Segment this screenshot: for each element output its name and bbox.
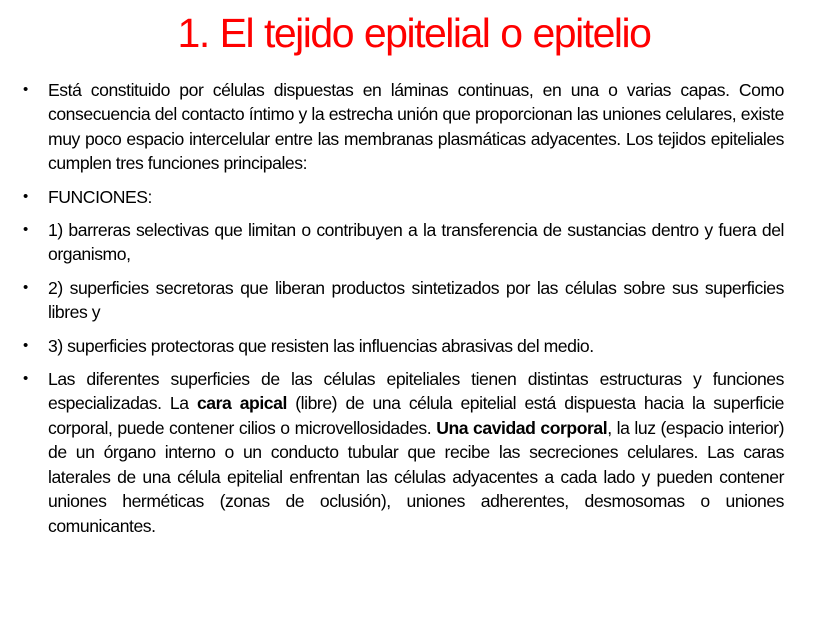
bullet-dot-icon: • [23, 81, 28, 98]
text-segment: Las diferentes superficies de las células epiteliales tienen distintas estructuras y funciones especializadas. La [48, 369, 784, 414]
bullet-dot-icon: • [23, 221, 28, 239]
bold-term-cavidad-corporal: Una cavidad corporal [436, 417, 608, 438]
bullet-item-funciones-heading [20, 185, 784, 209]
bold-term-cara-apical: cara apical [196, 393, 287, 414]
bullet-text [48, 336, 594, 356]
bullet-text [48, 220, 784, 264]
bullet-dot-icon: • [23, 336, 28, 354]
bullet-dot-icon: • [23, 278, 28, 296]
text-segment: 3) superficies protectoras que resisten las influencias abrasivas del medio. [48, 335, 594, 356]
bullet-dot-icon: • [23, 187, 28, 205]
bullet-item-function-1 [20, 218, 784, 267]
bullet-dot-icon: • [23, 370, 28, 388]
bullet-text [48, 278, 784, 322]
bullet-item-function-2 [20, 276, 784, 325]
bullet-text [48, 369, 784, 535]
bullet-text [48, 187, 152, 207]
text-segment: 2) superficies secretoras que liberan productos sintetizados por las células sobre sus superficies libres y [48, 277, 784, 323]
bullet-item-function-3 [20, 334, 784, 358]
text-segment: , la luz (espacio interior) de un órgano interno o un conducto tubular que recibe las secreciones celulares. Las caras laterales de una célula epitelial enfrentan las células adyacentes a cada lado y pueden contener uniones herméticas (zonas de oclusión), uniones adherentes, desmosomas o uniones comunicantes. [48, 417, 784, 536]
text-segment: 1) barreras selectivas que limitan o contribuyen a la transferencia de sustancias dentro y fuera del organismo, [48, 220, 784, 265]
bullet-text [48, 80, 784, 173]
bullet-list [20, 78, 784, 538]
text-segment: FUNCIONES: [48, 186, 153, 207]
bullet-item-surfaces [20, 367, 784, 538]
text-segment: Está constituido por células dispuestas en láminas continuas, en una o varias capas. Como consecuencia del contacto íntimo y la estrecha unión que proporcionan las uniones celulares, existe muy poco espacio intercelular entre las membranas plasmáticas adyacentes. Los tejidos epiteliales cumplen tres funciones principales: [48, 80, 784, 174]
text-segment: (libre) de una célula epitelial está dispuesta hacia la superficie corporal, puede contener cilios o microvellosidades. [48, 393, 785, 438]
slide-title: 1. El tejido epitelial o epitelio [177, 10, 651, 56]
bullet-item-intro [20, 78, 784, 176]
